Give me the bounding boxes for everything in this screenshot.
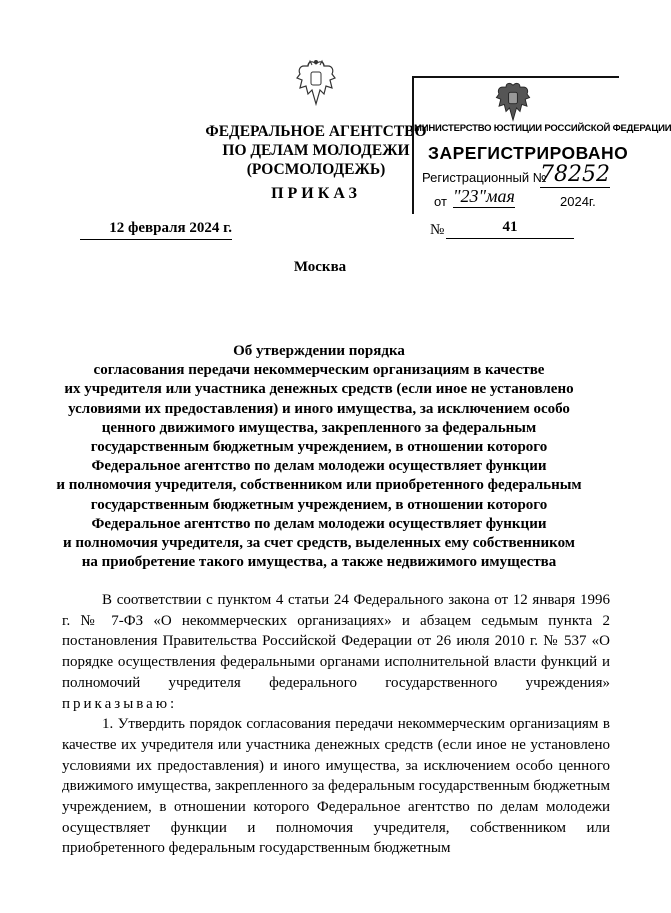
coat-of-arms-icon [294,58,338,106]
document-title [40,342,598,572]
title-line: их учредителя или участника денежных средств (если иное не установлено [64,381,574,398]
document-date: 12 февраля 2024 г. [80,220,232,240]
document-type: ПРИКАЗ [271,185,361,202]
stamp-reg-number: 78252 [540,162,610,187]
agency-line-3: (РОСМОЛОДЕЖЬ) [246,161,386,178]
stamp-reg-label: Регистрационный № [422,170,547,185]
paragraph-item-1: 1. Утвердить порядок согласования передачи некоммерческим организациям в качестве их учредителя или участника денежных средств (если иное не установлено условиями их предоставления) и иного имущества, за исключением особо ценного движимого имущества, закрепленного за федеральным государственным бюджетным учреждением, в отношении которого Федеральное агентство по делам молодежи осуществляет функции и полномочия учредителя, собственником или приобретенного федеральным государственным бюджетным [62,716,610,857]
stamp-ministry: МИНИСТЕРСТВО ЮСТИЦИИ РОССИЙСКОЙ ФЕДЕРАЦИИ [414,123,671,134]
stamp-date-from: от [434,194,447,209]
stamp-emblem-icon [493,80,533,122]
paragraph-preamble [62,590,610,714]
agency-line-1: ФЕДЕРАЛЬНОЕ АГЕНТСТВО [205,123,427,140]
title-line: государственным бюджетным учреждением, в отношении которого [90,439,548,456]
agency-line-2: ПО ДЕЛАМ МОЛОДЕЖИ [222,142,410,159]
city: Москва [293,259,347,275]
title-line: и полномочия учредителя, за счет средств, выделенных ему собственником [62,535,576,552]
number-label: № [430,222,445,238]
stamp-date-day: "23" [453,186,487,206]
agency-name [205,122,427,179]
document-body [62,590,610,859]
preamble-text: В соответствии с пунктом 4 статьи 24 Федерального закона от 12 января 1996 г. № 7-ФЗ «О некоммерческих организациях» и абзацем седьмым пункта 2 постановления Правительства Российской Федерации от 26 июля 2010 г. № 537 «О порядке осуществления федеральными органами исполнительной власти функций и полномочий учредителя федерального государственного учреждения» [62,592,610,691]
document-number: 41 [446,219,574,239]
order-word: приказываю: [62,695,178,712]
stamp-date-year: 2024г. [560,194,596,209]
title-line: государственным бюджетным учреждением, в отношении которого [90,496,548,513]
title-line: условиями их предоставления) и иного имущества, за исключением особо [68,400,570,417]
title-line: на приобретение такого имущества, а также недвижимого имущества [81,554,557,571]
stamp-date-month: мая [486,186,515,206]
title-line: согласования передачи некоммерческим организациям в качестве [93,362,545,379]
title-line: Федеральное агентство по делам молодежи осуществляет функции [91,515,547,532]
title-line: и полномочия учредителя, собственником или приобретенного федеральным [56,477,582,494]
stamp-status: ЗАРЕГИСТРИРОВАНО [428,143,629,163]
title-line: Об утверждении порядка [233,343,405,359]
title-line: Федеральное агентство по делам молодежи осуществляет функции [91,458,547,475]
title-line: ценного движимого имущества, закрепленного за федеральным [101,419,537,436]
